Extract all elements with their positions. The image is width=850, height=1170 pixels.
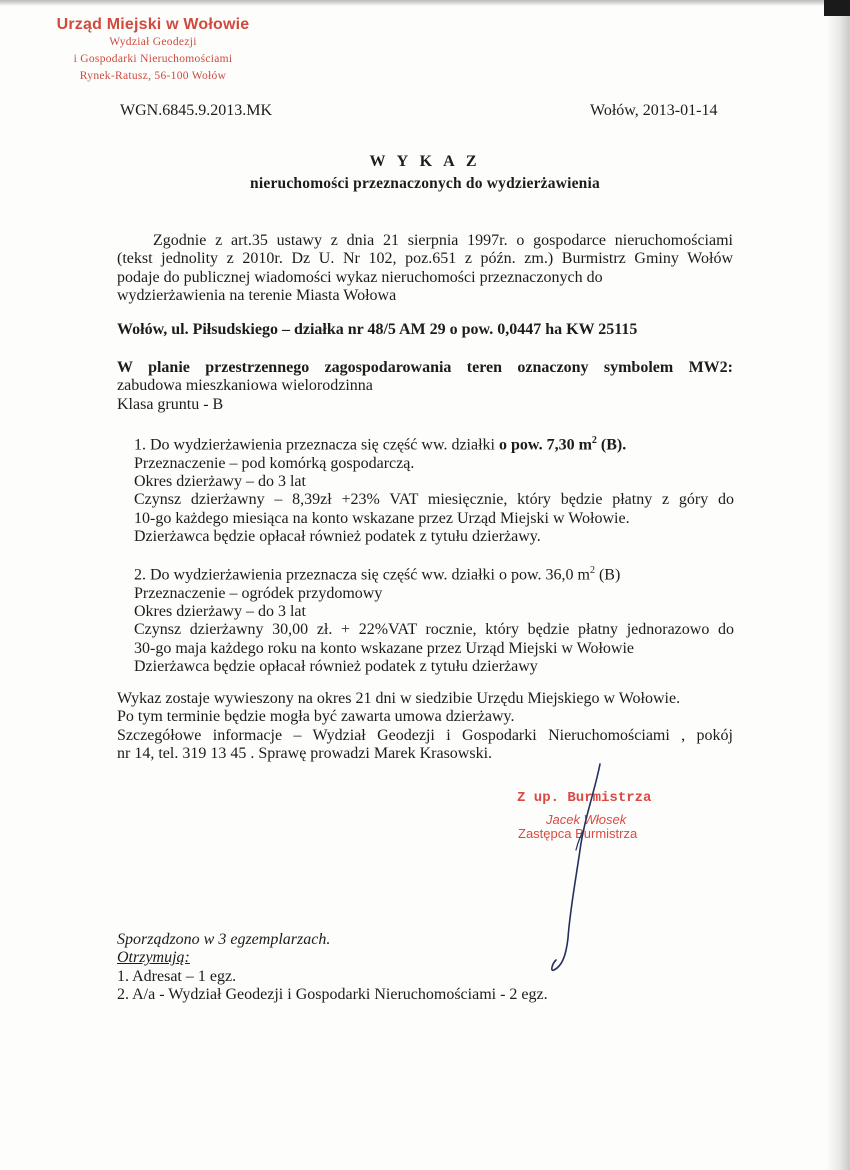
item-line (134, 562, 734, 585)
plan-line: W planie przestrzennego zagospodarowania teren oznaczony symbolem MW2: (117, 359, 733, 376)
copies-note: Sporządzono w 3 egzemplarzach. (117, 931, 331, 948)
item-area-exponent: 2 (591, 435, 597, 446)
recipient-line: 1. Adresat – 1 egz. (117, 967, 237, 985)
item-line (134, 432, 734, 455)
item-line: Okres dzierżawy – do 3 lat (134, 472, 306, 490)
item-area: o pow. 7,30 m (499, 436, 592, 454)
intro-line: podaje do publicznej wiadomości wykaz nieruchomości przeznaczonych do (117, 268, 603, 286)
item-line: Czynsz dzierżawny 30,00 zł. + 22%VAT rocznie, który będzie płatny jednorazowo do (134, 621, 734, 639)
reference-number: WGN.6845.9.2013.MK (120, 102, 272, 119)
item-text: 1. Do wydzierżawienia przeznacza się część ww. działki (134, 436, 499, 454)
item-line: Przeznaczenie – ogródek przydomowy (134, 584, 383, 602)
item-line: Dzierżawca będzie opłacał również podatek z tytułu dzierżawy (134, 657, 538, 675)
item-line: Dzierżawca będzie opłacał również podatek z tytułu dzierżawy. (134, 527, 541, 545)
item-text: (B) (594, 566, 621, 584)
letterhead-department-2: i Gospodarki Nieruchomościami (73, 53, 233, 65)
item-line: 10-go każdego miesiąca na konto wskazane przez Urząd Miejski w Wołowie. (134, 509, 630, 527)
closing-line: Po tym terminie będzie mogła być zawarta umowa dzierżawy. (117, 708, 515, 726)
handwritten-signature (540, 760, 620, 980)
item-line: Czynsz dzierżawny – 8,39zł +23% VAT miesięcznie, który będzie płatny z góry do (134, 491, 734, 509)
recipient-line: 2. A/a - Wydział Geodezji i Gospodarki Nieruchomościami - 2 egz. (117, 985, 548, 1003)
stamp-authority: Z up. Burmistrza (517, 790, 652, 806)
letterhead-department: Wydział Geodezji (109, 36, 197, 48)
intro-line: Zgodnie z art.35 ustawy z dnia 21 sierpnia 1997r. o gospodarce nieruchomościami (153, 232, 733, 249)
lease-item-2 (134, 562, 734, 676)
item-text: 2. Do wydzierżawienia przeznacza się część ww. działki o pow. 36,0 m (134, 566, 590, 584)
intro-paragraph (117, 232, 733, 305)
scan-corner (824, 0, 850, 16)
item-area-exponent: 2 (589, 565, 595, 576)
document-subtitle: nieruchomości przeznaczonych do wydzierżawienia (250, 175, 600, 192)
footer-section (117, 931, 548, 1004)
closing-line: Szczegółowe informacje – Wydział Geodezji i Gospodarki Nieruchomościami , pokój (117, 726, 733, 744)
plan-line: zabudowa mieszkaniowa wielorodzinna (117, 377, 373, 395)
recipients-label: Otrzymują: (117, 949, 190, 967)
closing-line: Wykaz zostaje wywieszony na okres 21 dni w siedzibie Urzędu Miejskiego w Wołowie. (117, 690, 681, 707)
stamp-name: Jacek Włosek (546, 812, 627, 827)
closing-line: nr 14, tel. 319 13 45 . Sprawę prowadzi Marek Krasowski. (117, 744, 493, 762)
letterhead-title: Urząd Miejski w Wołowie (56, 16, 250, 33)
lease-item-1 (134, 432, 734, 546)
letterhead-address: Rynek-Ratusz, 56-100 Wołów (79, 70, 227, 82)
parcel-heading: Wołów, ul. Piłsudskiego – działka nr 48/5 AM 29 o pow. 0,0447 ha KW 25115 (117, 321, 638, 338)
item-line: Przeznaczenie – pod komórką gospodarczą. (134, 454, 415, 472)
document-date: Wołów, 2013-01-14 (590, 102, 718, 119)
item-line: Okres dzierżawy – do 3 lat (134, 602, 306, 620)
stamp-position: Zastępca Burmistrza (518, 826, 638, 841)
intro-line: (tekst jednolity z 2010r. Dz U. Nr 102, poz.651 z późn. zm.) Burmistrz Gminy Wołów (117, 250, 733, 268)
item-line: 30-go maja każdego roku na konto wskazane przez Urząd Miejski w Wołowie (134, 639, 635, 657)
plan-line: Klasa gruntu - B (117, 395, 224, 413)
intro-line: wydzierżawienia na terenie Miasta Wołowa (117, 286, 397, 304)
plan-section (117, 359, 733, 414)
closing-paragraph (117, 690, 733, 763)
letterhead (33, 16, 273, 85)
item-text: (B). (596, 436, 627, 454)
document-title: W Y K A Z (369, 153, 481, 170)
scan-edge-top (0, 0, 850, 6)
